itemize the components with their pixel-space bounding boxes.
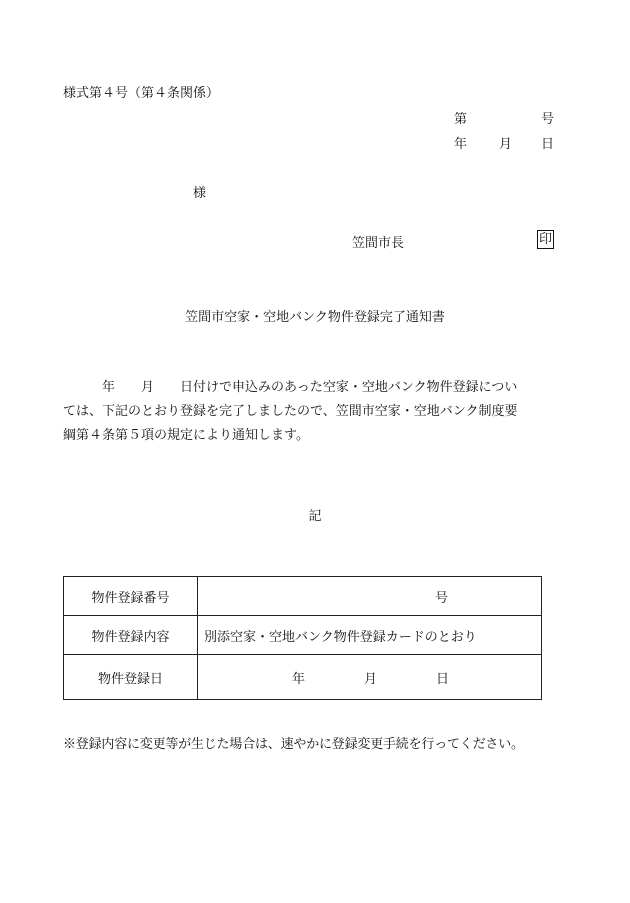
seal-mark: 印 [539, 232, 553, 247]
body-line-1: 年 月 日付けで申込みのあった空家・空地バンク物件登録につい [63, 380, 518, 395]
issue-date-year: 年 [454, 137, 468, 152]
registration-content-label: 物件登録内容 [64, 616, 198, 655]
form-number: 様式第４号（第４条関係） [63, 86, 220, 101]
registration-number-suffix: 号 [435, 591, 449, 606]
registration-date-day: 日 [436, 672, 450, 687]
registration-number-cell [198, 577, 542, 616]
table-row [64, 616, 542, 655]
issue-number-suffix: 号 [541, 112, 555, 127]
registration-date-label: 物件登録日 [64, 655, 198, 700]
registration-number-label: 物件登録番号 [64, 577, 198, 616]
registration-table [63, 576, 542, 700]
body-line-3: 綱第４条第５項の規定により通知します。 [63, 428, 309, 443]
change-notice: ※登録内容に変更等が生じた場合は、速やかに登録変更手続を行ってください。 [63, 737, 524, 752]
notification-body [63, 376, 583, 448]
issuer-title: 笠間市長 [352, 236, 405, 251]
registration-date-year: 年 [292, 672, 306, 687]
table-row [64, 655, 542, 700]
registration-content-value: 別添空家・空地バンク物件登録カードのとおり [198, 616, 542, 655]
document-title: 笠間市空家・空地バンク物件登録完了通知書 [185, 310, 445, 325]
registration-date-cell [198, 655, 542, 700]
registration-date-month: 月 [364, 672, 378, 687]
issue-date-day: 日 [541, 137, 555, 152]
body-line-2: ては、下記のとおり登録を完了しましたので、笠間市空家・空地バンク制度要 [63, 404, 518, 419]
recipient-honorific: 様 [193, 186, 207, 201]
ki-heading: 記 [308, 509, 322, 524]
issue-date-month: 月 [499, 137, 513, 152]
table-row [64, 577, 542, 616]
issue-number-prefix: 第 [454, 112, 468, 127]
